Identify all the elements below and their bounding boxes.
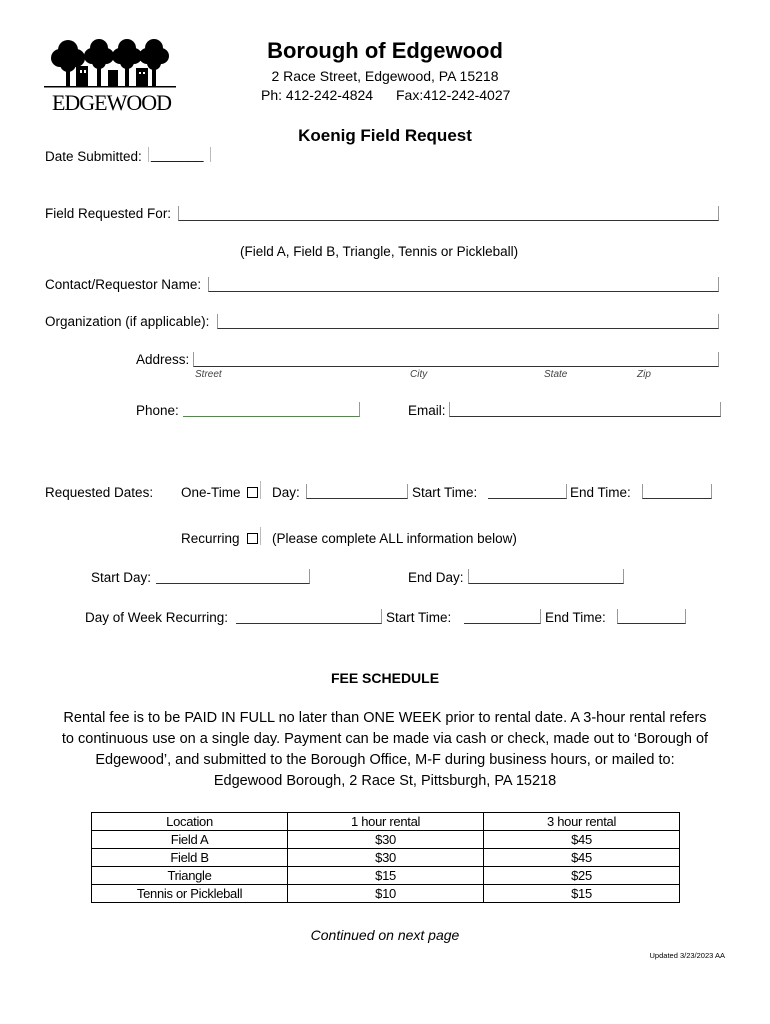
recurring-note: (Please complete ALL information below) [272,531,517,546]
day-input[interactable] [306,484,408,499]
fee-paragraph-line: Edgewood’, and submitted to the Borough Office, M-F during business hours, or mailed to: [95,752,675,768]
fee-table-row [92,831,680,849]
org-fax: Fax:412-242-4027 [396,87,511,103]
organization-input[interactable] [217,314,719,329]
requested-dates-label: Requested Dates: [45,485,154,500]
date-submitted-label: Date Submitted: [45,149,142,164]
start-day-label: Start Day: [91,570,152,585]
one-time-end-time-input[interactable] [642,484,712,499]
org-address: 2 Race Street, Edgewood, PA 15218 [271,68,499,84]
one-time-divider [260,481,261,499]
recurring-checkbox[interactable] [247,533,258,544]
fee-table-cell: Tennis or Pickleball [92,885,288,903]
recurring-end-time-input[interactable] [617,609,686,624]
field-requested-label: Field Requested For: [45,206,172,221]
fee-table-cell: $25 [484,867,680,885]
fee-table-header: 1 hour rental [288,813,484,831]
fee-table-cell: Field A [92,831,288,849]
phone-input[interactable] [183,402,360,417]
fee-table-cell: $15 [484,885,680,903]
field-requested-input[interactable] [178,206,719,221]
date-submitted-field[interactable]: _______ [148,147,211,162]
fee-paragraph [30,708,740,792]
fee-table-cell: $15 [288,867,484,885]
address-city-sublabel: City [410,369,428,380]
form-title: Koenig Field Request [298,126,472,145]
one-time-checkbox[interactable] [247,487,258,498]
day-of-week-input[interactable] [236,609,382,624]
fee-table-cell: Field B [92,849,288,867]
fee-paragraph-line: Edgewood Borough, 2 Race St, Pittsburgh, PA 15218 [213,773,557,789]
address-street-sublabel: Street [195,369,222,380]
contact-name-input[interactable] [208,277,719,292]
organization-label: Organization (if applicable): [45,314,210,329]
fee-table-header: Location [92,813,288,831]
phone-label: Phone: [136,403,179,418]
address-input[interactable] [193,352,719,367]
fee-table-cell: $10 [288,885,484,903]
address-zip-sublabel: Zip [637,369,651,380]
one-time-start-time-label: Start Time: [412,485,478,500]
fee-table-row [92,885,680,903]
fee-table-cell: $30 [288,831,484,849]
end-day-input[interactable] [468,569,624,584]
recurring-start-time-input[interactable] [464,609,541,624]
fee-table-cell: $30 [288,849,484,867]
address-state-sublabel: State [544,369,568,380]
fee-table-row [92,867,680,885]
org-name: Borough of Edgewood [267,38,503,63]
fee-table-cell: Triangle [92,867,288,885]
fee-table-cell: $45 [484,831,680,849]
updated-note: Updated 3/23/2023 AA [649,951,725,960]
fee-table-header-row [92,813,680,831]
edgewood-logo [44,36,179,116]
recurring-end-time-label: End Time: [545,610,606,625]
fee-paragraph-line: to continuous use on a single day. Payment can be made via cash or check, made out to ‘Borough of [61,731,709,747]
start-day-input[interactable] [156,569,310,584]
recurring-start-time-label: Start Time: [386,610,452,625]
one-time-end-time-label: End Time: [570,485,631,500]
contact-name-label: Contact/Requestor Name: [45,277,202,292]
fee-paragraph-line: Rental fee is to be PAID IN FULL no later than ONE WEEK prior to rental date. A 3-hour rental refers [63,710,707,726]
fee-schedule-heading: FEE SCHEDULE [330,670,440,686]
org-phone: Ph: 412-242-4824 [261,87,374,103]
logo-wordmark: EDGEWOOD [51,90,172,115]
day-of-week-label: Day of Week Recurring: [85,610,229,625]
recurring-label: Recurring [181,531,240,546]
day-label: Day: [272,485,300,500]
address-label: Address: [136,352,190,367]
one-time-label: One-Time [181,485,241,500]
email-input[interactable] [449,402,721,417]
one-time-start-time-input[interactable] [488,484,567,499]
fee-table [91,812,680,903]
fee-table-cell: $45 [484,849,680,867]
recurring-divider [260,527,261,545]
end-day-label: End Day: [408,570,464,585]
fee-table-header: 3 hour rental [484,813,680,831]
continued-note: Continued on next page [310,927,460,943]
email-label: Email: [408,403,446,418]
fee-table-row [92,849,680,867]
field-options-note: (Field A, Field B, Triangle, Tennis or Pickleball) [240,244,519,259]
